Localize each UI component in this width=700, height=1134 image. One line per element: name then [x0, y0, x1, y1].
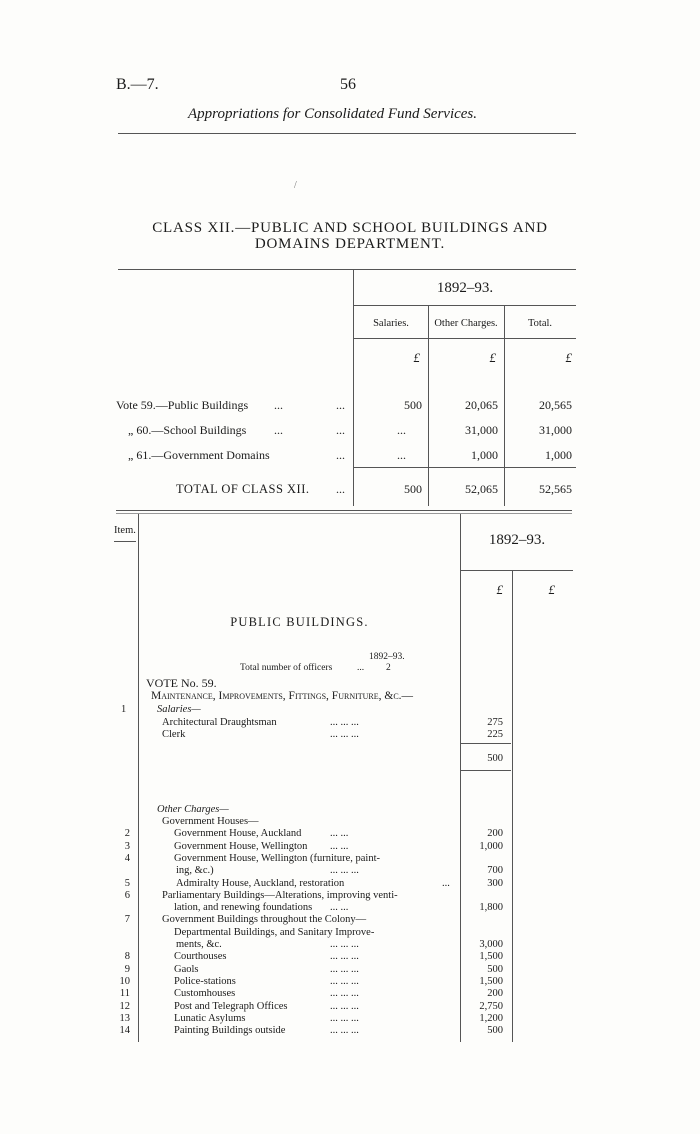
item-amount: 1,500	[479, 951, 503, 963]
summary-currency: £	[565, 350, 572, 365]
dot-leader: ... ... ...	[330, 1000, 359, 1012]
subtotal-rule	[461, 770, 511, 771]
officers-label: Total number of officers	[240, 663, 333, 673]
item-amount: 200	[487, 828, 503, 840]
item-description: Customhouses	[174, 988, 236, 1000]
document-reference: B.—7.	[116, 76, 159, 93]
item-amount: 1,000	[479, 840, 503, 852]
item-description: Government House, Wellington	[174, 840, 308, 852]
subtotal-rule	[461, 743, 511, 744]
detail-currency: £	[548, 582, 555, 597]
item-number: 13	[119, 1012, 130, 1024]
item-amount: 2,750	[479, 1000, 503, 1012]
dot-leader: ...	[442, 877, 450, 889]
item-number: 4	[124, 852, 130, 864]
summary-row-label: „ 60.—School Buildings	[128, 423, 247, 437]
officers-year: 1892–93.	[369, 652, 405, 662]
dot-leader: ... ...	[330, 840, 349, 852]
item-col-divider	[138, 514, 139, 1042]
item-description: Government Buildings throughout the Colony—	[162, 914, 367, 926]
detail-top-rule	[116, 513, 572, 514]
dot-leader: ... ... ...	[330, 717, 359, 728]
item-number: 11	[119, 988, 130, 1000]
item-number: 1	[121, 704, 127, 715]
header-rule	[118, 133, 576, 134]
item-description: ments, &c.	[176, 939, 222, 950]
summary-total-other: 52,065	[465, 482, 498, 496]
salaries-heading: Salaries—	[157, 704, 201, 715]
summary-total-label: TOTAL OF CLASS XII.	[176, 482, 310, 496]
item-amount: 700	[487, 865, 503, 877]
summary-row-label: „ 61.—Government Domains	[128, 448, 270, 462]
item-description: Government House, Wellington (furniture, paint-	[174, 852, 380, 864]
class-title-line2: DOMAINS DEPARTMENT.	[254, 236, 446, 252]
item-description: Departmental Buildings, and Sanitary Improve-	[174, 926, 375, 938]
item-description: Admiralty House, Auckland, restoration	[176, 877, 345, 889]
detail-year-rule	[461, 570, 573, 571]
dot-leader: ...	[336, 482, 345, 496]
item-number: 8	[124, 951, 130, 963]
summary-col-other: Other Charges.	[434, 318, 498, 329]
summary-year: 1892–93.	[436, 280, 494, 296]
item-amount: 3,000	[479, 939, 503, 950]
summary-row-label: Vote 59.—Public Buildings	[116, 398, 249, 412]
other-charges-heading: Other Charges—	[157, 804, 229, 815]
detail-year: 1892–93.	[488, 532, 546, 548]
item-number: 9	[124, 963, 130, 975]
officers-count: 2	[386, 663, 391, 673]
item-number: 12	[119, 1000, 130, 1012]
maintenance-heading: Maintenance, Improvements, Fittings, Furniture, &c.—	[151, 690, 414, 702]
dot-leader: ... ... ...	[330, 1025, 359, 1037]
dot-leader: ...	[274, 423, 283, 437]
pencil-mark: /	[294, 180, 297, 191]
summary-other-value: 31,000	[465, 423, 498, 437]
item-amount: 500	[487, 1025, 503, 1037]
summary-other-value: 20,065	[465, 398, 498, 412]
item-description: Police-stations	[174, 975, 236, 987]
dot-leader: ... ... ...	[330, 951, 359, 963]
summary-salaries-value: 500	[404, 398, 422, 412]
salary-amount: 225	[487, 729, 503, 740]
detail-currency: £	[496, 582, 503, 597]
summary-salaries-value: ...	[397, 448, 406, 462]
item-description: ing, &c.)	[176, 865, 214, 877]
detail-top-rule	[116, 510, 572, 511]
dot-leader: ... ... ...	[330, 988, 359, 1000]
item-number: 14	[119, 1025, 130, 1037]
summary-total-value: 31,000	[539, 423, 572, 437]
item-description: lation, and renewing foundations	[174, 902, 313, 914]
dot-leader: ...	[357, 663, 365, 673]
summary-currency: £	[489, 350, 496, 365]
summary-total-grand: 52,565	[539, 482, 572, 496]
vote-number: VOTE No. 59.	[146, 676, 217, 690]
dot-leader: ... ... ...	[330, 1012, 359, 1024]
summary-total-value: 20,565	[539, 398, 572, 412]
dot-leader: ... ... ...	[330, 729, 359, 740]
section-title: PUBLIC BUILDINGS.	[230, 615, 369, 629]
summary-year-rule	[354, 305, 576, 306]
item-amount: 1,200	[479, 1012, 503, 1024]
summary-col-salaries: Salaries.	[373, 318, 409, 329]
summary-total-rule	[354, 467, 576, 468]
salary-label: Clerk	[162, 729, 186, 740]
item-number: 2	[124, 828, 130, 840]
summary-salaries-value: ...	[397, 423, 406, 437]
item-description: Painting Buildings outside	[174, 1025, 286, 1037]
item-number: 6	[124, 889, 130, 901]
summary-total-value: 1,000	[545, 448, 572, 462]
running-title: Appropriations for Consolidated Fund Services.	[188, 106, 478, 122]
summary-head-rule	[354, 338, 576, 339]
summary-top-rule	[118, 269, 576, 270]
amount-col-divider	[512, 570, 513, 1042]
dot-leader: ... ... ...	[330, 963, 359, 975]
item-description: Post and Telegraph Offices	[174, 1000, 288, 1012]
dot-leader: ...	[336, 448, 345, 462]
dot-leader: ...	[274, 398, 283, 412]
item-amount: 1,800	[479, 902, 503, 914]
summary-other-value: 1,000	[471, 448, 498, 462]
item-number: 10	[119, 975, 130, 987]
item-description: Government Houses—	[162, 816, 259, 827]
summary-col-total: Total.	[527, 318, 553, 329]
item-column-header: Item.	[114, 525, 136, 536]
dot-leader: ... ...	[330, 828, 349, 840]
item-description: Lunatic Asylums	[174, 1012, 246, 1024]
dot-leader: ...	[336, 398, 345, 412]
dot-leader: ... ...	[330, 902, 349, 914]
dot-leader: ...	[336, 423, 345, 437]
item-amount: 300	[487, 877, 503, 889]
salary-amount: 275	[487, 717, 503, 728]
dot-leader: ... ... ...	[330, 939, 359, 950]
item-amount: 1,500	[479, 975, 503, 987]
salaries-subtotal: 500	[487, 753, 503, 764]
item-header-rule	[114, 541, 136, 542]
item-description: Courthouses	[174, 951, 227, 963]
summary-currency: £	[413, 350, 420, 365]
item-amount: 200	[487, 988, 503, 1000]
dot-leader: ... ... ...	[330, 865, 359, 877]
item-number: 5	[124, 877, 130, 889]
item-description: Gaols	[174, 963, 199, 975]
item-amount: 500	[487, 963, 503, 975]
dot-leader: ... ... ...	[330, 975, 359, 987]
page-number: 56	[340, 76, 356, 93]
summary-total-salaries: 500	[404, 482, 422, 496]
salary-label: Architectural Draughtsman	[162, 717, 277, 728]
item-description: Parliamentary Buildings—Alterations, improving venti-	[162, 889, 398, 901]
item-number: 7	[124, 914, 130, 926]
item-description: Government House, Auckland	[174, 828, 302, 840]
item-number: 3	[124, 840, 130, 852]
class-title-line1: CLASS XII.—PUBLIC AND SCHOOL BUILDINGS AND	[152, 220, 548, 236]
